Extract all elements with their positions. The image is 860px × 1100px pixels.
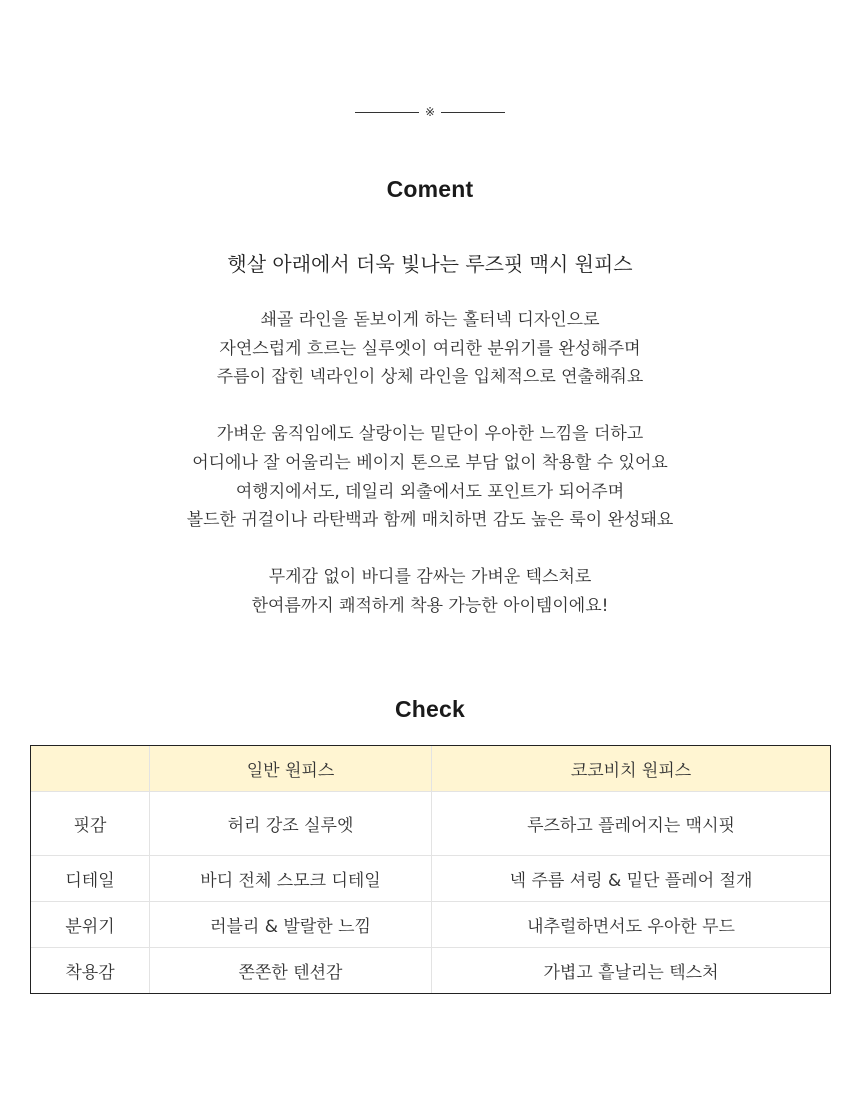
- table-header-cell: [31, 746, 150, 792]
- check-title: Check: [394, 696, 466, 722]
- table-header-cell: 코코비치 원피스: [432, 746, 831, 792]
- coment-line: 쇄골 라인을 돋보이게 하는 홀터넥 디자인으로: [260, 310, 600, 330]
- divider-line-right: [441, 112, 505, 113]
- table-cell: 가볍고 흩날리는 텍스처: [432, 948, 831, 994]
- coment-line: 가벼운 움직임에도 살랑이는 밑단이 우아한 느낌을 더하고: [216, 424, 644, 445]
- table-cell: 바디 전체 스모크 디테일: [150, 856, 432, 902]
- coment-line: 무게감 없이 바디를 감싸는 가벼운 텍스처로: [268, 567, 592, 588]
- coment-paragraph: [0, 420, 860, 534]
- table-row: [31, 948, 831, 994]
- table-cell: 허리 강조 실루엣: [150, 792, 432, 856]
- table-cell: 루즈하고 플레어지는 맥시핏: [432, 792, 831, 856]
- coment-line: 어디에나 잘 어울리는 베이지 톤으로 부담 없이 착용할 수 있어요: [192, 452, 668, 473]
- coment-paragraph: [0, 563, 860, 620]
- table-header-cell: 일반 원피스: [150, 746, 432, 792]
- table-header-row: [31, 746, 831, 792]
- table-cell: 쫀쫀한 텐션감: [150, 948, 432, 994]
- asterism-icon: ※: [424, 105, 436, 119]
- coment-line: 주름이 잡힌 넥라인이 상체 라인을 입체적으로 연출해줘요: [216, 367, 644, 388]
- coment-body: [0, 306, 860, 649]
- coment-paragraph: [0, 306, 860, 392]
- comparison-table: [30, 745, 831, 994]
- table-row: [31, 792, 831, 856]
- coment-line: 여행지에서도, 데일리 외출에서도 포인트가 되어주며: [235, 481, 625, 502]
- table-cell: 러블리 & 발랄한 느낌: [150, 902, 432, 948]
- coment-line: 볼드한 귀걸이나 라탄백과 함께 매치하면 감도 높은 룩이 완성돼요: [186, 510, 674, 531]
- section-divider: [0, 104, 860, 120]
- table-row: [31, 856, 831, 902]
- coment-title: Coment: [386, 176, 474, 202]
- coment-headline: 햇살 아래에서 더욱 빛나는 루즈핏 맥시 원피스: [227, 252, 633, 276]
- table-row-label: 디테일: [31, 856, 150, 902]
- divider-line-left: [355, 112, 419, 113]
- table-row: [31, 902, 831, 948]
- coment-line: 한여름까지 쾌적하게 착용 가능한 아이템이에요!: [251, 595, 609, 616]
- table-row-label: 핏감: [31, 792, 150, 856]
- coment-line: 자연스럽게 흐르는 실루엣이 여리한 분위기를 완성해주며: [219, 338, 641, 359]
- table-row-label: 분위기: [31, 902, 150, 948]
- table-row-label: 착용감: [31, 948, 150, 994]
- table-cell: 넥 주름 셔링 & 밑단 플레어 절개: [432, 856, 831, 902]
- table-cell: 내추럴하면서도 우아한 무드: [432, 902, 831, 948]
